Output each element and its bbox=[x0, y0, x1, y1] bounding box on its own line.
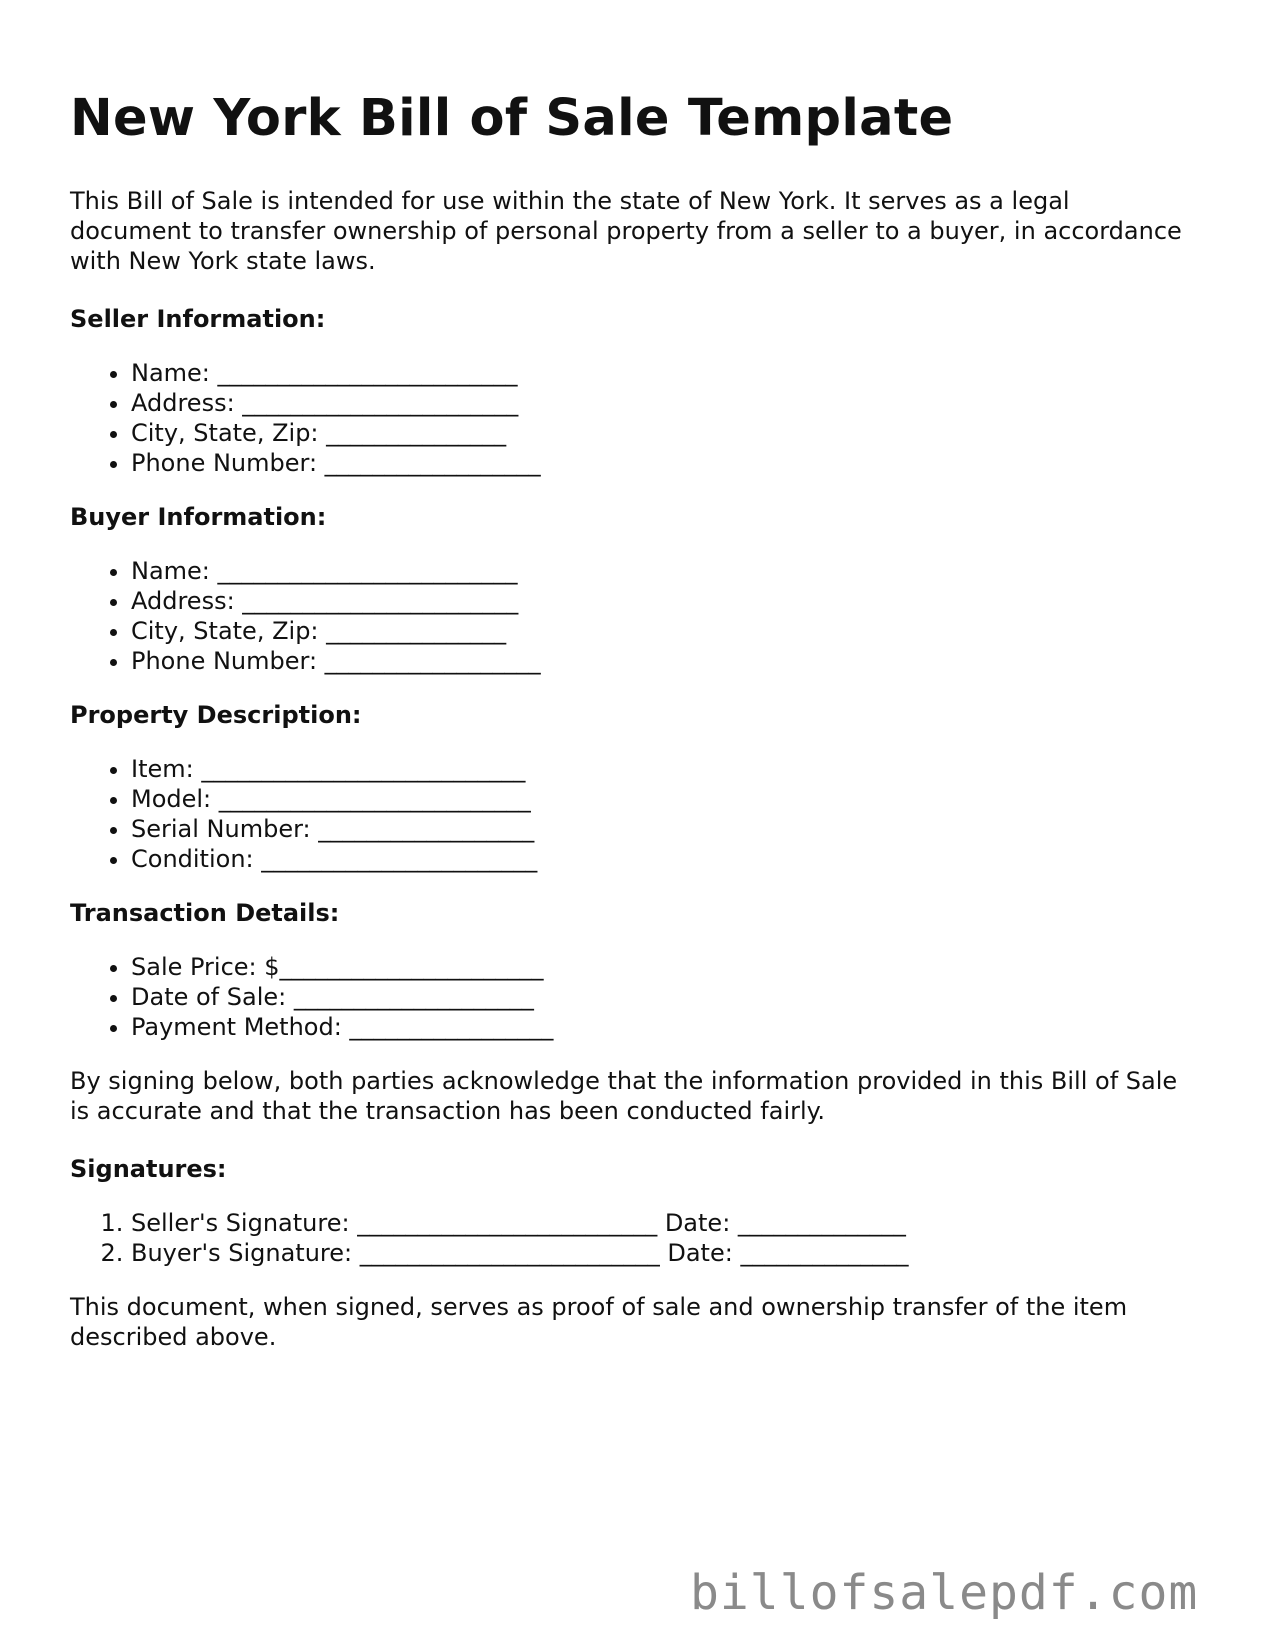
watermark: billofsalepdf.com bbox=[690, 1565, 1199, 1621]
seller-name-field: • Name: _________________________ bbox=[131, 358, 1190, 388]
buyer-address-field: • Address: _______________________ bbox=[131, 586, 1190, 616]
signatures-list bbox=[70, 1208, 1190, 1268]
seller-city-state-zip-field: • City, State, Zip: _______________ bbox=[131, 418, 1190, 448]
property-heading: Property Description: bbox=[70, 701, 362, 729]
transaction-heading: Transaction Details: bbox=[70, 899, 340, 927]
buyer-phone-field: • Phone Number: __________________ bbox=[131, 646, 1190, 676]
page-title: New York Bill of Sale Template bbox=[70, 89, 954, 148]
buyer-fields-list bbox=[70, 556, 1190, 676]
closing-paragraph: This document, when signed, serves as proof of sale and ownership transfer of the item described above. bbox=[70, 1293, 1128, 1351]
buyer-heading: Buyer Information: bbox=[70, 503, 327, 531]
transaction-fields-list bbox=[70, 952, 1190, 1042]
property-fields-list bbox=[70, 754, 1190, 874]
sale-price-field: • Sale Price: $______________________ bbox=[131, 952, 1190, 982]
property-item-field: • Item: ___________________________ bbox=[131, 754, 1190, 784]
date-of-sale-field: • Date of Sale: ____________________ bbox=[131, 982, 1190, 1012]
seller-signature-line: 1. Seller's Signature: _________________________ Date: ______________ bbox=[131, 1208, 1190, 1238]
property-serial-field: • Serial Number: __________________ bbox=[131, 814, 1190, 844]
seller-phone-field: • Phone Number: __________________ bbox=[131, 448, 1190, 478]
property-condition-field: • Condition: _______________________ bbox=[131, 844, 1190, 874]
payment-method-field: • Payment Method: _________________ bbox=[131, 1012, 1190, 1042]
seller-address-field: • Address: _______________________ bbox=[131, 388, 1190, 418]
buyer-city-state-zip-field: • City, State, Zip: _______________ bbox=[131, 616, 1190, 646]
intro-paragraph: This Bill of Sale is intended for use within the state of New York. It serves as a legal document to transfer ownership of personal property from a seller to a buyer, in accordance with New York state laws. bbox=[70, 187, 1182, 275]
seller-fields-list bbox=[70, 358, 1190, 478]
buyer-signature-line: 2. Buyer's Signature: _________________________ Date: ______________ bbox=[131, 1238, 1190, 1268]
document-page bbox=[70, 88, 1190, 1380]
signatures-heading: Signatures: bbox=[70, 1155, 227, 1183]
seller-heading: Seller Information: bbox=[70, 305, 326, 333]
buyer-name-field: • Name: _________________________ bbox=[131, 556, 1190, 586]
acknowledgment-paragraph: By signing below, both parties acknowledge that the information provided in this Bill of Sale is accurate and that the transaction has been conducted fairly. bbox=[70, 1067, 1178, 1125]
property-model-field: • Model: __________________________ bbox=[131, 784, 1190, 814]
